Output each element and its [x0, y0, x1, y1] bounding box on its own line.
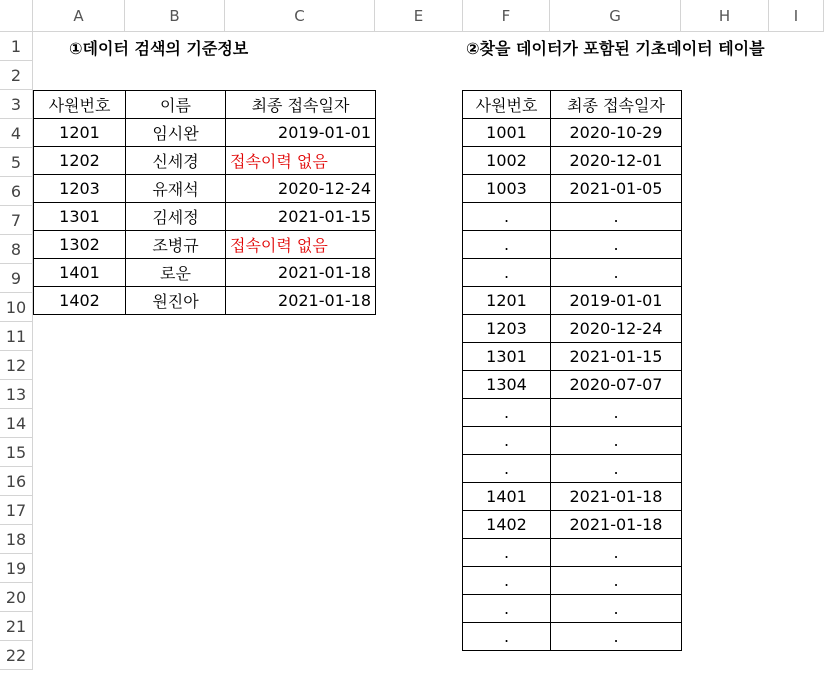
row-header-21[interactable]: 21 — [0, 612, 33, 641]
last-access-cell[interactable]: 2021-01-15 — [226, 203, 376, 231]
row-header-5[interactable]: 5 — [0, 148, 33, 177]
employee-id-cell[interactable]: 1001 — [463, 119, 551, 147]
last-access-cell[interactable]: . — [551, 595, 682, 623]
row-header-6[interactable]: 6 — [0, 177, 33, 206]
header-cell[interactable]: 이름 — [126, 91, 226, 119]
last-access-cell[interactable]: . — [551, 203, 682, 231]
row-header-19[interactable]: 19 — [0, 554, 33, 583]
name-cell[interactable]: 신세경 — [126, 147, 226, 175]
employee-id-cell[interactable]: 1402 — [463, 511, 551, 539]
header-cell[interactable]: 최종 접속일자 — [226, 91, 376, 119]
employee-id-cell[interactable]: 1301 — [463, 343, 551, 371]
employee-id-cell[interactable]: . — [463, 427, 551, 455]
row-header-22[interactable]: 22 — [0, 641, 33, 670]
employee-id-cell[interactable]: . — [463, 567, 551, 595]
criteria-table — [33, 90, 376, 315]
employee-id-cell[interactable]: . — [463, 259, 551, 287]
employee-id-cell[interactable]: 1401 — [34, 259, 126, 287]
header-cell[interactable]: 사원번호 — [463, 91, 551, 119]
employee-id-cell[interactable]: 1202 — [34, 147, 126, 175]
table-row — [463, 315, 682, 343]
employee-id-cell[interactable]: . — [463, 595, 551, 623]
column-header-c[interactable]: C — [225, 0, 375, 32]
table-row — [463, 567, 682, 595]
employee-id-cell[interactable]: 1203 — [463, 315, 551, 343]
last-access-cell[interactable]: 접속이력 없음 — [226, 147, 376, 175]
table-row — [34, 203, 376, 231]
employee-id-cell[interactable]: 1201 — [34, 119, 126, 147]
employee-id-cell[interactable]: . — [463, 455, 551, 483]
last-access-cell[interactable]: 2021-01-15 — [551, 343, 682, 371]
employee-id-cell[interactable]: 1201 — [463, 287, 551, 315]
table-row — [463, 427, 682, 455]
table-row — [463, 203, 682, 231]
row-header-20[interactable]: 20 — [0, 583, 33, 612]
table-row — [463, 483, 682, 511]
row-header-14[interactable]: 14 — [0, 409, 33, 438]
row-header-10[interactable]: 10 — [0, 293, 33, 322]
column-header-e[interactable]: E — [375, 0, 463, 32]
employee-id-cell[interactable]: . — [463, 623, 551, 651]
table-row — [34, 259, 376, 287]
employee-id-cell[interactable]: . — [463, 399, 551, 427]
table-row — [463, 231, 682, 259]
last-access-cell[interactable]: . — [551, 427, 682, 455]
last-access-cell[interactable]: 2020-10-29 — [551, 119, 682, 147]
row-header-18[interactable]: 18 — [0, 525, 33, 554]
last-access-cell[interactable]: 2021-01-18 — [551, 483, 682, 511]
table-row — [463, 371, 682, 399]
row-header-2[interactable]: 2 — [0, 61, 33, 90]
table-header-row — [463, 91, 682, 119]
employee-id-cell[interactable]: 1302 — [34, 231, 126, 259]
name-cell[interactable]: 유재석 — [126, 175, 226, 203]
last-access-cell[interactable]: 2020-07-07 — [551, 371, 682, 399]
header-cell[interactable]: 최종 접속일자 — [551, 91, 682, 119]
last-access-cell[interactable]: 2019-01-01 — [226, 119, 376, 147]
table-header-row — [34, 91, 376, 119]
last-access-cell[interactable]: 2020-12-01 — [551, 147, 682, 175]
last-access-cell[interactable]: 2020-12-24 — [226, 175, 376, 203]
row-header-7[interactable]: 7 — [0, 206, 33, 235]
employee-id-cell[interactable]: 1304 — [463, 371, 551, 399]
table-row — [463, 539, 682, 567]
last-access-cell[interactable]: . — [551, 623, 682, 651]
last-access-cell[interactable]: 2021-01-18 — [226, 287, 376, 315]
table-row — [463, 119, 682, 147]
table-row — [34, 119, 376, 147]
table-row — [34, 287, 376, 315]
employee-id-cell[interactable]: 1402 — [34, 287, 126, 315]
column-header-b[interactable]: B — [125, 0, 225, 32]
name-cell[interactable]: 김세정 — [126, 203, 226, 231]
column-header-a[interactable]: A — [33, 0, 125, 32]
column-header-i[interactable]: I — [769, 0, 824, 32]
last-access-cell[interactable]: 2021-01-18 — [226, 259, 376, 287]
employee-id-cell[interactable]: 1301 — [34, 203, 126, 231]
last-access-cell[interactable]: . — [551, 231, 682, 259]
employee-id-cell[interactable]: . — [463, 231, 551, 259]
name-cell[interactable]: 로운 — [126, 259, 226, 287]
row-header-3[interactable]: 3 — [0, 90, 33, 119]
last-access-cell[interactable]: . — [551, 259, 682, 287]
row-header-13[interactable]: 13 — [0, 380, 33, 409]
table-row — [463, 623, 682, 651]
table-row — [463, 343, 682, 371]
last-access-cell[interactable]: . — [551, 567, 682, 595]
name-cell[interactable]: 원진아 — [126, 287, 226, 315]
last-access-cell[interactable]: 2019-01-01 — [551, 287, 682, 315]
employee-id-cell[interactable]: . — [463, 539, 551, 567]
row-header-12[interactable]: 12 — [0, 351, 33, 380]
row-header-17[interactable]: 17 — [0, 496, 33, 525]
last-access-cell[interactable]: 2021-01-05 — [551, 175, 682, 203]
last-access-cell[interactable]: . — [551, 539, 682, 567]
table-row — [463, 399, 682, 427]
row-header-8[interactable]: 8 — [0, 235, 33, 264]
column-header-h[interactable]: H — [681, 0, 769, 32]
table-row — [463, 455, 682, 483]
name-cell[interactable]: 임시완 — [126, 119, 226, 147]
select-all-corner[interactable] — [0, 0, 33, 32]
last-access-cell[interactable]: 2021-01-18 — [551, 511, 682, 539]
table-row — [34, 147, 376, 175]
table-row — [463, 175, 682, 203]
table-row — [463, 595, 682, 623]
table-row — [463, 511, 682, 539]
last-access-cell[interactable]: 접속이력 없음 — [226, 231, 376, 259]
employee-id-cell[interactable]: 1203 — [34, 175, 126, 203]
column-header-g[interactable]: G — [550, 0, 681, 32]
row-header-4[interactable]: 4 — [0, 119, 33, 148]
employee-id-cell[interactable]: 1003 — [463, 175, 551, 203]
last-access-cell[interactable]: . — [551, 455, 682, 483]
last-access-cell[interactable]: . — [551, 399, 682, 427]
row-header-11[interactable]: 11 — [0, 322, 33, 351]
table-row — [34, 175, 376, 203]
row-header-9[interactable]: 9 — [0, 264, 33, 293]
base-data-table — [462, 90, 682, 651]
table-row — [34, 231, 376, 259]
row-header-16[interactable]: 16 — [0, 467, 33, 496]
table-row — [463, 287, 682, 315]
header-cell[interactable]: 사원번호 — [34, 91, 126, 119]
row-header-1[interactable]: 1 — [0, 32, 33, 61]
title-search-criteria: ①데이터 검색의 기준정보 — [69, 39, 249, 58]
title-base-table: ②찾을 데이터가 포함된 기초데이터 테이블 — [466, 39, 765, 58]
column-header-f[interactable]: F — [463, 0, 550, 32]
employee-id-cell[interactable]: . — [463, 203, 551, 231]
name-cell[interactable]: 조병규 — [126, 231, 226, 259]
last-access-cell[interactable]: 2020-12-24 — [551, 315, 682, 343]
employee-id-cell[interactable]: 1401 — [463, 483, 551, 511]
row-header-15[interactable]: 15 — [0, 438, 33, 467]
employee-id-cell[interactable]: 1002 — [463, 147, 551, 175]
table-row — [463, 259, 682, 287]
table-row — [463, 147, 682, 175]
